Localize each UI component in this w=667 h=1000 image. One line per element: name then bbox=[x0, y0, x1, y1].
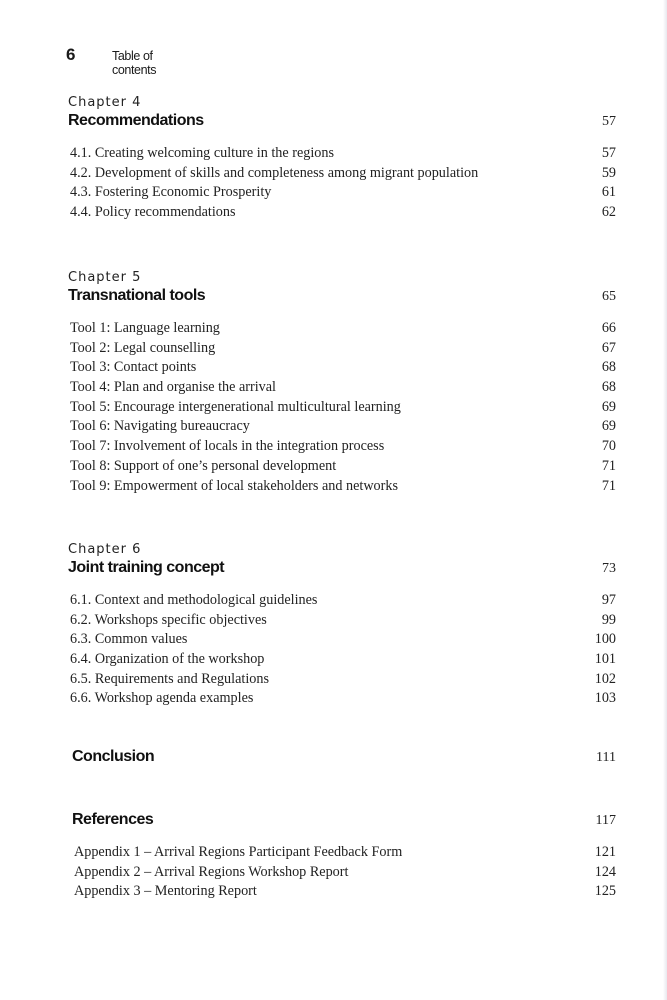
entry-label: 6.3. Common values bbox=[70, 631, 188, 648]
entry-label: 4.4. Policy recommendations bbox=[70, 204, 236, 221]
toc-entry[interactable] bbox=[72, 883, 616, 903]
chapter-title: Transnational tools bbox=[68, 287, 206, 304]
toc-entry[interactable] bbox=[68, 631, 616, 651]
entry-label: 4.1. Creating welcoming culture in the regions bbox=[70, 145, 334, 161]
entry-page: 124 bbox=[594, 863, 616, 880]
toc-entries bbox=[68, 592, 616, 710]
entry-label: 6.5. Requirements and Regulations bbox=[70, 670, 269, 687]
entry-page: 69 bbox=[601, 418, 616, 435]
toc-entry[interactable] bbox=[72, 844, 616, 864]
chapter-label: Chapter 5 bbox=[68, 270, 142, 285]
toc-entry[interactable] bbox=[68, 359, 616, 379]
toc-chapter-row[interactable] bbox=[68, 559, 616, 583]
references-section bbox=[72, 811, 616, 903]
chapter-page: 57 bbox=[602, 114, 616, 129]
toc-entry[interactable] bbox=[68, 184, 616, 204]
toc-entry[interactable] bbox=[72, 864, 616, 884]
entry-label: 4.2. Development of skills and completeness among migrant population bbox=[70, 164, 479, 181]
entry-page: 125 bbox=[594, 883, 616, 900]
chapter-page: 117 bbox=[595, 813, 616, 828]
chapter-title: Conclusion bbox=[72, 748, 155, 765]
toc-chapter-row[interactable] bbox=[72, 748, 616, 772]
toc-entry[interactable] bbox=[68, 145, 616, 165]
entry-page: 103 bbox=[594, 690, 616, 707]
chapter-label: Chapter 6 bbox=[68, 542, 142, 557]
entry-label: 6.6. Workshop agenda examples bbox=[70, 690, 254, 707]
entry-label: Tool 1: Language learning bbox=[70, 320, 220, 336]
toc-entry[interactable] bbox=[68, 592, 616, 612]
toc-entry[interactable] bbox=[68, 438, 616, 458]
toc-entry[interactable] bbox=[68, 320, 616, 340]
toc-entries bbox=[72, 844, 616, 903]
toc-entry[interactable] bbox=[68, 204, 616, 224]
chapter-page: 111 bbox=[596, 750, 616, 765]
entry-label: 6.4. Organization of the workshop bbox=[70, 651, 265, 668]
toc-entry[interactable] bbox=[68, 399, 616, 419]
entry-page: 100 bbox=[594, 631, 616, 648]
entry-label: Tool 9: Empowerment of local stakeholders and networks bbox=[70, 477, 398, 494]
toc-entry[interactable] bbox=[68, 418, 616, 438]
toc-entry[interactable] bbox=[68, 340, 616, 360]
entry-page: 71 bbox=[601, 457, 616, 474]
entry-label: Tool 3: Contact points bbox=[70, 359, 197, 376]
toc-entry[interactable] bbox=[68, 165, 616, 185]
entry-page: 71 bbox=[601, 477, 616, 494]
entry-page: 101 bbox=[594, 651, 616, 668]
entry-page: 121 bbox=[594, 844, 616, 860]
entry-page: 67 bbox=[601, 339, 616, 356]
entry-page: 57 bbox=[601, 145, 616, 161]
chapter-4-section bbox=[68, 95, 616, 224]
entry-label: Tool 5: Encourage intergenerational multicultural learning bbox=[70, 398, 401, 415]
entry-page: 62 bbox=[601, 204, 616, 221]
toc-entry[interactable] bbox=[68, 458, 616, 478]
entry-page: 70 bbox=[601, 438, 616, 455]
page-number: 6 bbox=[66, 45, 76, 64]
entry-label: Tool 7: Involvement of locals in the integration process bbox=[70, 438, 385, 455]
toc-entry[interactable] bbox=[68, 671, 616, 691]
toc-entries bbox=[68, 145, 616, 224]
running-head-title: Table of contents bbox=[112, 49, 157, 77]
toc-entry[interactable] bbox=[68, 651, 616, 671]
toc-entries bbox=[68, 320, 616, 497]
chapter-label: Chapter 4 bbox=[68, 95, 142, 110]
chapter-5-section bbox=[68, 270, 616, 497]
conclusion-section bbox=[72, 748, 616, 772]
chapter-title: Recommendations bbox=[68, 112, 204, 129]
entry-label: Appendix 1 – Arrival Regions Participant Feedback Form bbox=[74, 844, 403, 860]
entry-label: 4.3. Fostering Economic Prosperity bbox=[70, 184, 272, 201]
entry-page: 102 bbox=[594, 670, 616, 687]
entry-label: Appendix 3 – Mentoring Report bbox=[74, 883, 257, 900]
toc-chapter-row[interactable] bbox=[72, 811, 616, 835]
chapter-6-section bbox=[68, 542, 616, 710]
entry-label: Tool 2: Legal counselling bbox=[70, 339, 216, 356]
entry-label: Appendix 2 – Arrival Regions Workshop Report bbox=[74, 863, 349, 880]
entry-page: 99 bbox=[601, 611, 616, 628]
toc-entry[interactable] bbox=[68, 379, 616, 399]
entry-page: 66 bbox=[601, 320, 616, 336]
entry-label: Tool 6: Navigating bureaucracy bbox=[70, 418, 250, 435]
toc-chapter-row[interactable] bbox=[68, 112, 616, 136]
toc-entry[interactable] bbox=[68, 478, 616, 498]
entry-label: 6.2. Workshops specific objectives bbox=[70, 611, 267, 628]
toc-chapter-row[interactable] bbox=[68, 287, 616, 311]
entry-label: Tool 4: Plan and organise the arrival bbox=[70, 379, 276, 396]
entry-page: 61 bbox=[601, 184, 616, 201]
entry-label: Tool 8: Support of one’s personal development bbox=[70, 457, 337, 474]
entry-label: 6.1. Context and methodological guidelines bbox=[70, 592, 318, 608]
page-edge-shadow bbox=[663, 0, 667, 1000]
entry-page: 68 bbox=[601, 359, 616, 376]
chapter-page: 73 bbox=[602, 561, 616, 576]
entry-page: 97 bbox=[601, 592, 616, 608]
chapter-page: 65 bbox=[602, 289, 616, 304]
chapter-title: References bbox=[72, 811, 154, 828]
entry-page: 69 bbox=[601, 398, 616, 415]
toc-entry[interactable] bbox=[68, 690, 616, 710]
toc-entry[interactable] bbox=[68, 612, 616, 632]
entry-page: 68 bbox=[601, 379, 616, 396]
chapter-title: Joint training concept bbox=[68, 559, 225, 576]
entry-page: 59 bbox=[601, 164, 616, 181]
